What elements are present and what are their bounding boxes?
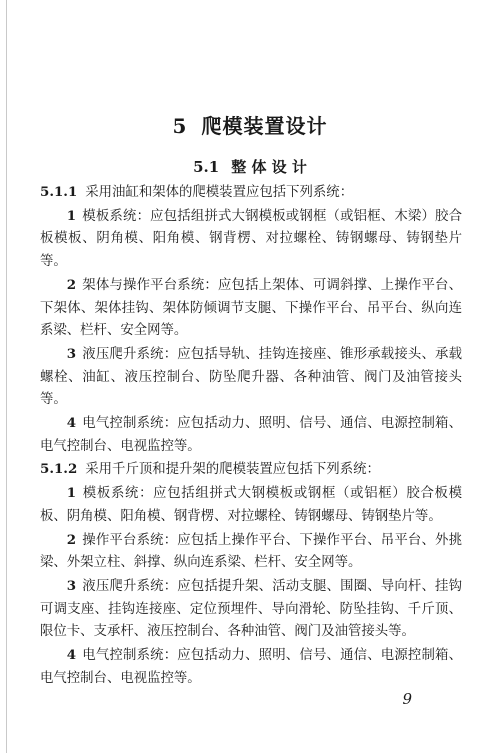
- clause-item: [40, 412, 462, 458]
- item-text: 液压爬升系统：应包括导轨、挂钩连接座、锥形承载接头、承载螺栓、油缸、液压控制台、防坠爬升器、各种油管、阀门及油管接头等。: [40, 346, 462, 408]
- item-number: 4: [66, 415, 77, 432]
- clause-item: [40, 205, 462, 274]
- item-text: 模板系统：应包括组拼式大钢模板或钢框（或铝框）胶合板模板、阴角模、阳角模、钢背楞、对拉螺栓、铸钢螺母、铸钢垫片等。: [40, 486, 462, 524]
- item-number: 3: [66, 345, 77, 362]
- clause-text: 采用油缸和架体的爬模装置应包括下列系统：: [85, 185, 354, 200]
- item-text: 电气控制系统：应包括动力、照明、信号、通信、电源控制箱、电气控制台、电视监控等。: [40, 648, 462, 686]
- item-number: 1: [66, 485, 77, 502]
- clause-item: [40, 482, 462, 528]
- body-text: [40, 181, 462, 690]
- page-number: 9: [402, 690, 412, 708]
- item-text: 模板系统：应包括组拼式大钢模板或钢框（或铝框、木梁）胶合板模板、阴角模、阳角模、钢背楞、对拉螺栓、铸钢螺母、铸钢垫片等。: [40, 208, 462, 270]
- clause-item: [40, 575, 462, 644]
- clause-5-1-2: [40, 458, 462, 482]
- item-text: 电气控制系统：应包括动力、照明、信号、通信、电源控制箱、电气控制台、电视监控等。: [40, 416, 462, 454]
- item-text: 操作平台系统：应包括上操作平台、下操作平台、吊平台、外挑梁、外架立柱、斜撑、纵向连系梁、栏杆、安全网等。: [40, 532, 462, 571]
- section-number: 5.1: [193, 158, 220, 176]
- item-number: 1: [66, 207, 77, 224]
- clause-item: [40, 644, 462, 690]
- clause-text: 采用千斤顶和提升架的爬模装置应包括下列系统：: [85, 462, 380, 478]
- item-number: 2: [66, 276, 77, 293]
- item-number: 3: [66, 577, 77, 594]
- chapter-heading: [0, 110, 500, 139]
- clause-item: [40, 343, 462, 412]
- item-text: 架体与操作平台系统：应包括上架体、可调斜撑、上操作平台、下架体、架体挂钩、架体防倾调节支腿、下操作平台、吊平台、纵向连系梁、栏杆、安全网等。: [40, 277, 462, 339]
- clause-number: 5.1.1: [40, 184, 78, 200]
- item-number: 2: [66, 531, 77, 548]
- clause-item: [40, 529, 462, 575]
- item-text: 液压爬升系统：应包括提升架、活动支腿、围圈、导向杆、挂钩可调支座、挂钩连接座、定位预埋件、导向滑轮、防坠挂钩、千斤顶、限位卡、支承杆、液压控制台、各种油管、阀门及油管接头等。: [40, 578, 462, 640]
- section-heading: [0, 156, 500, 177]
- clause-5-1-1: [40, 181, 462, 205]
- clause-number: 5.1.2: [40, 461, 78, 478]
- chapter-title: 爬模装置设计: [201, 114, 328, 138]
- item-number: 4: [66, 647, 77, 664]
- chapter-number: 5: [172, 114, 188, 138]
- section-title: 整 体 设 计: [231, 158, 307, 176]
- clause-item: [40, 274, 462, 343]
